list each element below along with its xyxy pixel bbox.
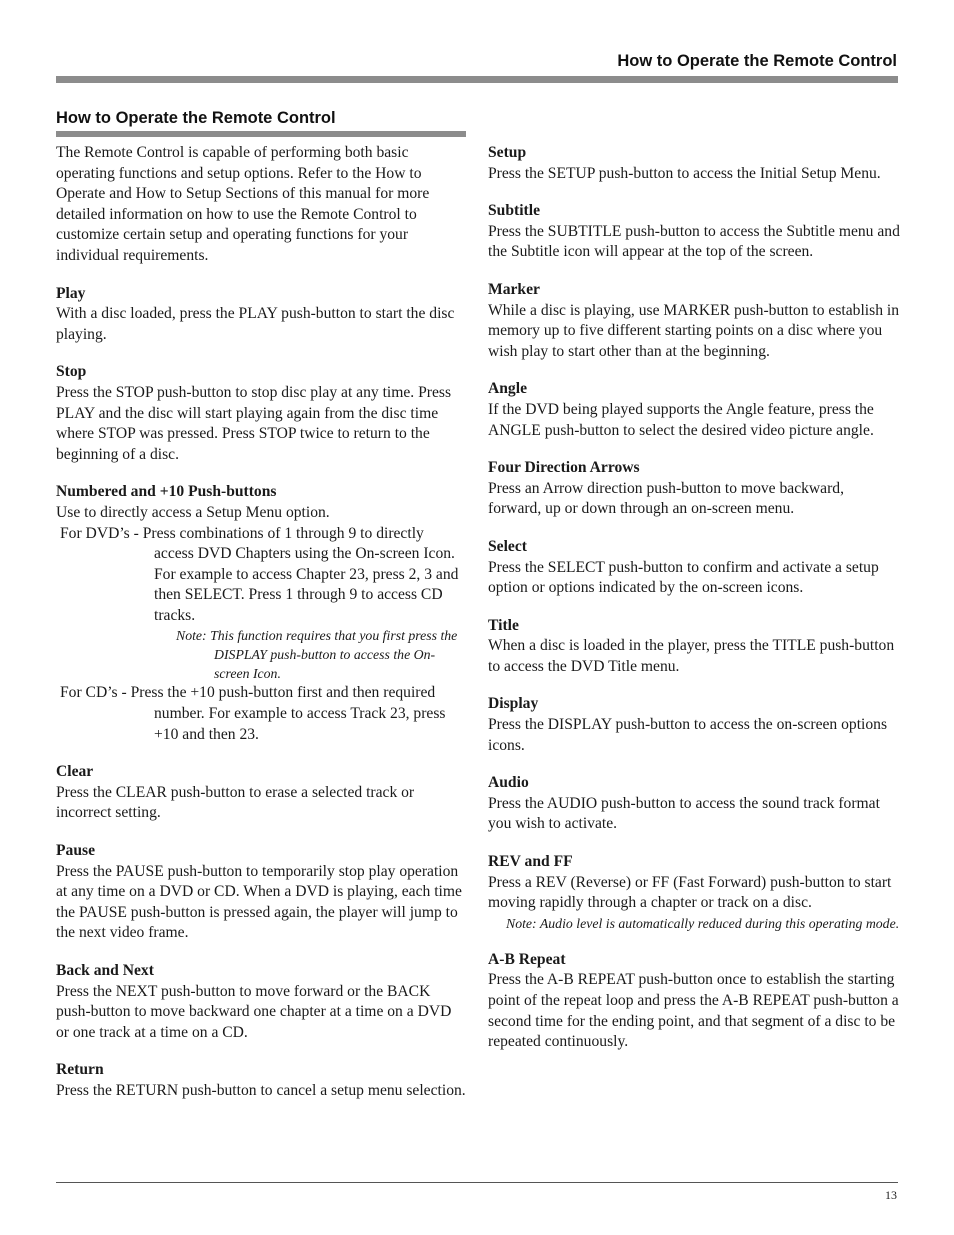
numbered-text: Use to directly access a Setup Menu option. xyxy=(56,503,330,521)
clear-block xyxy=(56,762,466,824)
audio-text: Press the AUDIO push-button to access the sound track format you wish to activate. xyxy=(488,794,880,833)
title-block xyxy=(488,616,900,678)
stop-heading: Stop xyxy=(56,363,87,381)
title-text: When a disc is loaded in the player, press the TITLE push-button to access the DVD Title menu. xyxy=(488,637,895,675)
numbered-cd-text: For CD’s - Press the +10 push-button first and then required number. For example to access Track 23, press +10 and then 23. xyxy=(60,684,446,743)
rev-ff-block xyxy=(488,852,900,933)
subtitle-heading: Subtitle xyxy=(488,202,540,220)
footer-rule xyxy=(56,1182,898,1183)
setup-text: Press the SETUP push-button to access the Initial Setup Menu. xyxy=(488,164,881,182)
numbered-note: Note: This function requires that you first press the DISPLAY push-button to access the On-screen Icon. xyxy=(176,628,458,682)
numbered-block xyxy=(56,482,466,745)
select-text: Press the SELECT push-button to confirm and activate a setup option or options indicated by the on-screen icons. xyxy=(488,558,879,597)
angle-block xyxy=(488,379,900,441)
pause-heading: Pause xyxy=(56,842,95,860)
numbered-heading: Numbered and +10 Push-buttons xyxy=(56,483,277,501)
play-text: With a disc loaded, press the PLAY push-button to start the disc playing. xyxy=(56,305,455,343)
audio-block xyxy=(488,773,900,835)
header-rule xyxy=(56,76,898,83)
display-block xyxy=(488,694,900,756)
page-number: 13 xyxy=(885,1188,897,1202)
back-next-heading: Back and Next xyxy=(56,962,154,979)
marker-block xyxy=(488,280,900,362)
subtitle-text: Press the SUBTITLE push-button to access the Subtitle menu and the Subtitle icon will appear at the top of the screen. xyxy=(488,222,900,261)
marker-heading: Marker xyxy=(488,280,540,298)
rev-ff-note: Note: Audio level is automatically reduced during this operating mode. xyxy=(506,915,900,931)
right-column xyxy=(488,143,900,1070)
stop-text: Press the STOP push-button to stop disc play at any time. Press PLAY and the disc will start playing again from the disc time where STOP was pressed. Press STOP twice to return to the beginning of a disc. xyxy=(56,383,452,463)
play-heading: Play xyxy=(56,284,86,302)
section-rule xyxy=(56,131,466,137)
play-block xyxy=(56,284,466,346)
ab-repeat-text: Press the A-B REPEAT push-button once to establish the starting point of the repeat loop and press the A-B REPEAT push-button a second time for the ending point, and that segment of a disc to be repeated continuously. xyxy=(488,971,899,1051)
intro-text: The Remote Control is capable of performing both basic operating functions and setup options. Refer to the How to Operate and How to Setup Sections of this manual for more detailed information on how to use the Remote Control to customize certain setup and operating functions for your individual requirements. xyxy=(56,144,430,264)
clear-text: Press the CLEAR push-button to erase a selected track or incorrect setting. xyxy=(56,783,415,822)
select-block xyxy=(488,537,900,599)
select-heading: Select xyxy=(488,537,527,555)
ab-repeat-block xyxy=(488,950,900,1053)
back-next-text: Press the NEXT push-button to move forward or the BACK push-button to move backward one chapter at a time on a DVD or one track at a time on a CD. xyxy=(56,982,452,1041)
display-text: Press the DISPLAY push-button to access the on-screen options icons. xyxy=(488,716,888,754)
title-heading: Title xyxy=(488,616,519,634)
ab-repeat-heading: A-B Repeat xyxy=(488,950,566,968)
section-title: How to Operate the Remote Control xyxy=(56,109,336,127)
pause-text: Press the PAUSE push-button to temporarily stop play operation at any time on a DVD or CD. When a DVD is playing, each time the PAUSE push-button is pressed again, the player will jump to the next video frame. xyxy=(56,862,462,942)
display-heading: Display xyxy=(488,695,539,713)
setup-block xyxy=(488,143,900,184)
back-next-block xyxy=(56,961,466,1043)
pause-block xyxy=(56,841,466,944)
stop-block xyxy=(56,362,466,465)
rev-ff-text: Press a REV (Reverse) or FF (Fast Forward) push-button to start moving rapidly through a chapter or track on a disc. xyxy=(488,873,892,912)
rev-ff-heading: REV and FF xyxy=(488,853,573,871)
intro-block xyxy=(56,143,466,267)
arrows-heading: Four Direction Arrows xyxy=(488,459,640,477)
clear-heading: Clear xyxy=(56,763,94,781)
return-block xyxy=(56,1060,466,1101)
arrows-block xyxy=(488,458,900,520)
numbered-dvd-text: For DVD’s - Press combinations of 1 through 9 to directly access DVD Chapters using the On-screen Icon. For example to access Chapter 23, press 2, 3 and then SELECT. Press 1 through 9 to access CD tracks. xyxy=(60,524,459,624)
return-heading: Return xyxy=(56,1061,104,1079)
marker-text: While a disc is playing, use MARKER push-button to establish in memory up to five different starting points on a disc where you wish play to start other than at the beginning. xyxy=(488,301,900,360)
setup-heading: Setup xyxy=(488,144,527,161)
angle-text: If the DVD being played supports the Angle feature, press the ANGLE push-button to select the desired video picture angle. xyxy=(488,400,874,439)
audio-heading: Audio xyxy=(488,774,529,792)
return-text: Press the RETURN push-button to cancel a setup menu selection. xyxy=(56,1081,466,1099)
angle-heading: Angle xyxy=(488,380,527,398)
subtitle-block xyxy=(488,201,900,263)
arrows-text: Press an Arrow direction push-button to move backward, forward, up or down through an on-screen menu. xyxy=(488,479,844,518)
left-column xyxy=(56,143,466,1119)
page-header-title: How to Operate the Remote Control xyxy=(617,52,897,70)
